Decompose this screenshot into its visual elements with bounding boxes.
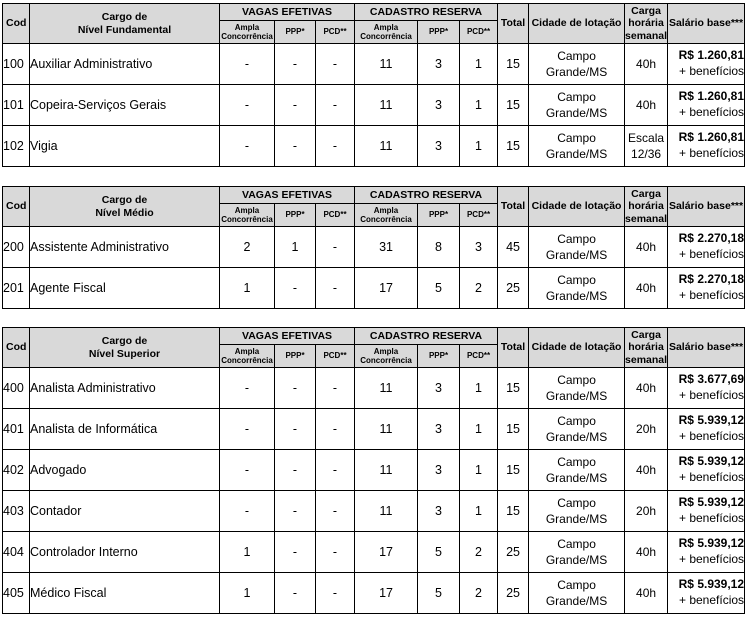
cr-ppp-header: PPP* — [418, 345, 460, 368]
cargo-cell: Advogado — [30, 450, 220, 491]
cr-ampla-cell: 31 — [355, 227, 418, 268]
cr-ampla-cell: 11 — [355, 368, 418, 409]
vacancy-table — [2, 327, 745, 614]
beneficios-label: + benefícios — [678, 593, 745, 607]
ve-ampla-cell: 1 — [220, 532, 275, 573]
carga-header: Carga horária semanal — [625, 5, 668, 42]
total-header: Total — [498, 328, 529, 368]
cr-ppp-cell: 3 — [418, 126, 460, 167]
ve-ampla-cell: - — [220, 450, 275, 491]
beneficios-label: + benefícios — [678, 470, 745, 484]
cr-ampla-cell: 11 — [355, 409, 418, 450]
cod-header: Cod — [3, 187, 30, 227]
ve-ampla-cell: - — [220, 126, 275, 167]
cargo-cell: Contador — [30, 491, 220, 532]
salario-header: Salário base*** — [668, 328, 745, 368]
carga-cell — [625, 85, 668, 126]
ve-ampla-cell: 1 — [220, 268, 275, 309]
cod-cell: 101 — [3, 85, 30, 126]
carga-cell — [625, 268, 668, 309]
cod-cell: 405 — [3, 573, 30, 614]
cidade-line1: Campo — [557, 372, 596, 387]
table-row — [3, 268, 745, 309]
vacancy-table — [2, 186, 745, 309]
cidade-line1: Campo — [557, 495, 596, 510]
cargo-cell: Vigia — [30, 126, 220, 167]
total-cell: 15 — [498, 85, 529, 126]
cidade-line2: Grande/MS — [545, 106, 608, 120]
beneficios-label: + benefícios — [678, 288, 745, 302]
salario-cell — [668, 573, 745, 614]
beneficios-label: + benefícios — [678, 146, 745, 160]
salario-value: R$ 5.939,12 — [678, 577, 745, 592]
cargo-cell: Analista de Informática — [30, 409, 220, 450]
vagas-efetivas-header: VAGAS EFETIVAS — [220, 4, 355, 21]
ve-ampla-cell: - — [220, 491, 275, 532]
cidade-line1: Campo — [557, 272, 596, 287]
ve-pcd-cell: - — [316, 85, 355, 126]
salario-header: Salário base*** — [668, 4, 745, 44]
cidade-line2: Grande/MS — [545, 248, 608, 262]
beneficios-label: + benefícios — [678, 388, 745, 402]
beneficios-label: + benefícios — [678, 64, 745, 78]
cr-ppp-cell: 3 — [418, 409, 460, 450]
cod-cell: 200 — [3, 227, 30, 268]
ve-pcd-cell: - — [316, 491, 355, 532]
carga-line1: 40h — [636, 280, 657, 295]
ve-pcd-header: PCD** — [316, 204, 355, 227]
carga-line1: 20h — [636, 421, 657, 436]
cr-ppp-header: PPP* — [418, 204, 460, 227]
cargo-cell: Controlador Interno — [30, 532, 220, 573]
cidade-cell — [529, 573, 625, 614]
ve-pcd-cell: - — [316, 573, 355, 614]
cargo-cell: Auxiliar Administrativo — [30, 44, 220, 85]
table-row — [3, 532, 745, 573]
ve-ampla-cell: - — [220, 368, 275, 409]
ve-ppp-cell: - — [275, 268, 316, 309]
table-row — [3, 491, 745, 532]
carga-line2: 12/36 — [631, 147, 662, 161]
cr-pcd-cell: 1 — [460, 44, 498, 85]
cr-pcd-cell: 1 — [460, 368, 498, 409]
ve-ppp-cell: - — [275, 44, 316, 85]
cidade-line2: Grande/MS — [545, 594, 608, 608]
cargo-header-line1: Cargo de — [101, 335, 148, 348]
ve-ppp-cell: - — [275, 126, 316, 167]
cr-ppp-cell: 5 — [418, 532, 460, 573]
cr-ampla-cell: 17 — [355, 573, 418, 614]
cr-ppp-cell: 3 — [418, 450, 460, 491]
cargo-header-line2: Nível Fundamental — [77, 23, 172, 36]
cr-pcd-header: PCD** — [460, 345, 498, 368]
cidade-cell — [529, 491, 625, 532]
cadastro-reserva-header: CADASTRO RESERVA — [355, 328, 498, 345]
cargo-cell: Assistente Administrativo — [30, 227, 220, 268]
ve-ppp-cell: - — [275, 409, 316, 450]
cargo-header — [30, 328, 220, 368]
cr-ampla-header: Ampla Concorrência — [355, 21, 418, 44]
carga-line1: 40h — [636, 544, 657, 559]
ve-pcd-cell: - — [316, 126, 355, 167]
table-row — [3, 368, 745, 409]
cr-ppp-cell: 3 — [418, 491, 460, 532]
carga-line1: 40h — [636, 239, 657, 254]
ve-ppp-header: PPP* — [275, 345, 316, 368]
salario-cell — [668, 450, 745, 491]
cidade-line1: Campo — [557, 413, 596, 428]
carga-line1: 20h — [636, 503, 657, 518]
cidade-cell — [529, 227, 625, 268]
salario-value: R$ 1.260,81 — [678, 48, 745, 63]
cargo-header-line1: Cargo de — [101, 11, 148, 24]
ve-ppp-cell: - — [275, 368, 316, 409]
beneficios-label: + benefícios — [678, 429, 745, 443]
cidade-cell — [529, 85, 625, 126]
carga-cell — [625, 409, 668, 450]
total-cell: 15 — [498, 409, 529, 450]
carga-header: Carga horária semanal — [625, 329, 668, 366]
cr-ampla-cell: 11 — [355, 491, 418, 532]
cidade-line2: Grande/MS — [545, 65, 608, 79]
total-cell: 15 — [498, 126, 529, 167]
cidade-cell — [529, 450, 625, 491]
carga-line1: 40h — [636, 462, 657, 477]
ve-ppp-cell: 1 — [275, 227, 316, 268]
cod-cell: 102 — [3, 126, 30, 167]
ve-pcd-cell: - — [316, 409, 355, 450]
cargo-cell: Médico Fiscal — [30, 573, 220, 614]
carga-line1: Escala — [628, 130, 665, 145]
cr-pcd-cell: 2 — [460, 532, 498, 573]
vagas-efetivas-header: VAGAS EFETIVAS — [220, 328, 355, 345]
cidade-line1: Campo — [557, 536, 596, 551]
total-cell: 25 — [498, 268, 529, 309]
cargo-cell: Copeira-Serviços Gerais — [30, 85, 220, 126]
carga-line1: 40h — [636, 97, 657, 112]
ve-pcd-cell: - — [316, 532, 355, 573]
cr-ppp-cell: 3 — [418, 368, 460, 409]
cod-cell: 400 — [3, 368, 30, 409]
cr-ampla-cell: 11 — [355, 450, 418, 491]
ve-ppp-cell: - — [275, 85, 316, 126]
cidade-line2: Grande/MS — [545, 289, 608, 303]
vacancy-table — [2, 3, 745, 167]
cr-ampla-header: Ampla Concorrência — [355, 345, 418, 368]
beneficios-label: + benefícios — [678, 247, 745, 261]
cidade-header: Cidade de lotação — [529, 4, 625, 44]
table-row — [3, 573, 745, 614]
salario-value: R$ 1.260,81 — [678, 130, 745, 145]
salario-value: R$ 5.939,12 — [678, 454, 745, 469]
cr-ampla-cell: 11 — [355, 126, 418, 167]
cidade-line2: Grande/MS — [545, 147, 608, 161]
cargo-header-line1: Cargo de — [101, 194, 148, 207]
cr-ppp-header: PPP* — [418, 21, 460, 44]
ve-ampla-header: Ampla Concorrência — [220, 21, 275, 44]
cidade-line1: Campo — [557, 577, 596, 592]
cargo-header — [30, 187, 220, 227]
cr-ampla-cell: 11 — [355, 85, 418, 126]
ve-ampla-header: Ampla Concorrência — [220, 345, 275, 368]
cr-pcd-header: PCD** — [460, 204, 498, 227]
carga-cell — [625, 368, 668, 409]
cr-ampla-cell: 11 — [355, 44, 418, 85]
cr-ampla-header: Ampla Concorrência — [355, 204, 418, 227]
cidade-cell — [529, 368, 625, 409]
cr-ppp-cell: 3 — [418, 44, 460, 85]
table-row — [3, 85, 745, 126]
cidade-line1: Campo — [557, 89, 596, 104]
ve-pcd-header: PCD** — [316, 21, 355, 44]
ve-pcd-cell: - — [316, 227, 355, 268]
cidade-line1: Campo — [557, 130, 596, 145]
salario-cell — [668, 409, 745, 450]
table-row — [3, 227, 745, 268]
cr-ampla-cell: 17 — [355, 268, 418, 309]
cod-cell: 402 — [3, 450, 30, 491]
cr-ppp-cell: 3 — [418, 85, 460, 126]
salario-value: R$ 1.260,81 — [678, 89, 745, 104]
carga-line1: 40h — [636, 56, 657, 71]
cr-pcd-cell: 1 — [460, 409, 498, 450]
beneficios-label: + benefícios — [678, 511, 745, 525]
table-row — [3, 44, 745, 85]
salario-header: Salário base*** — [668, 187, 745, 227]
cidade-cell — [529, 409, 625, 450]
cidade-line2: Grande/MS — [545, 430, 608, 444]
total-cell: 25 — [498, 573, 529, 614]
ve-ampla-header: Ampla Concorrência — [220, 204, 275, 227]
carga-cell — [625, 450, 668, 491]
salario-value: R$ 2.270,18 — [678, 231, 745, 246]
ve-pcd-cell: - — [316, 44, 355, 85]
cod-cell: 100 — [3, 44, 30, 85]
table-row — [3, 409, 745, 450]
salario-value: R$ 2.270,18 — [678, 272, 745, 287]
carga-line1: 40h — [636, 585, 657, 600]
ve-ampla-cell: - — [220, 44, 275, 85]
cr-pcd-cell: 2 — [460, 573, 498, 614]
ve-ampla-cell: 2 — [220, 227, 275, 268]
cr-pcd-cell: 1 — [460, 126, 498, 167]
salario-cell — [668, 126, 745, 167]
cr-pcd-cell: 1 — [460, 450, 498, 491]
cidade-line2: Grande/MS — [545, 512, 608, 526]
salario-value: R$ 5.939,12 — [678, 536, 745, 551]
cargo-header — [30, 4, 220, 44]
cidade-line2: Grande/MS — [545, 389, 608, 403]
cargo-cell: Analista Administrativo — [30, 368, 220, 409]
vagas-efetivas-header: VAGAS EFETIVAS — [220, 187, 355, 204]
cr-pcd-cell: 2 — [460, 268, 498, 309]
salario-cell — [668, 227, 745, 268]
ve-ppp-cell: - — [275, 450, 316, 491]
ve-ppp-cell: - — [275, 532, 316, 573]
cr-pcd-cell: 3 — [460, 227, 498, 268]
salario-cell — [668, 532, 745, 573]
salario-cell — [668, 368, 745, 409]
total-cell: 15 — [498, 450, 529, 491]
cod-header: Cod — [3, 4, 30, 44]
cargo-header-line2: Nível Superior — [88, 347, 161, 360]
cidade-cell — [529, 268, 625, 309]
cidade-line1: Campo — [557, 48, 596, 63]
cr-ppp-cell: 8 — [418, 227, 460, 268]
carga-cell — [625, 126, 668, 167]
salario-cell — [668, 85, 745, 126]
cr-pcd-header: PCD** — [460, 21, 498, 44]
ve-ppp-header: PPP* — [275, 204, 316, 227]
carga-line1: 40h — [636, 380, 657, 395]
cr-pcd-cell: 1 — [460, 491, 498, 532]
total-cell: 25 — [498, 532, 529, 573]
salario-cell — [668, 44, 745, 85]
total-cell: 15 — [498, 368, 529, 409]
cargo-header-line2: Nível Médio — [95, 206, 154, 219]
cidade-line1: Campo — [557, 454, 596, 469]
ve-pcd-header: PCD** — [316, 345, 355, 368]
carga-cell — [625, 573, 668, 614]
cargo-cell: Agente Fiscal — [30, 268, 220, 309]
carga-cell — [625, 227, 668, 268]
cidade-cell — [529, 532, 625, 573]
cr-ampla-cell: 17 — [355, 532, 418, 573]
ve-ampla-cell: - — [220, 409, 275, 450]
salario-value: R$ 3.677,69 — [678, 372, 745, 387]
ve-ppp-header: PPP* — [275, 21, 316, 44]
salario-cell — [668, 491, 745, 532]
table-row — [3, 126, 745, 167]
cr-pcd-cell: 1 — [460, 85, 498, 126]
cidade-line2: Grande/MS — [545, 471, 608, 485]
table-row — [3, 450, 745, 491]
cadastro-reserva-header: CADASTRO RESERVA — [355, 4, 498, 21]
cadastro-reserva-header: CADASTRO RESERVA — [355, 187, 498, 204]
carga-cell — [625, 44, 668, 85]
total-header: Total — [498, 4, 529, 44]
cod-cell: 401 — [3, 409, 30, 450]
cidade-line1: Campo — [557, 231, 596, 246]
total-header: Total — [498, 187, 529, 227]
cidade-line2: Grande/MS — [545, 553, 608, 567]
beneficios-label: + benefícios — [678, 552, 745, 566]
ve-ppp-cell: - — [275, 573, 316, 614]
cidade-header: Cidade de lotação — [529, 328, 625, 368]
cr-ppp-cell: 5 — [418, 573, 460, 614]
carga-cell — [625, 491, 668, 532]
cod-cell: 404 — [3, 532, 30, 573]
total-cell: 45 — [498, 227, 529, 268]
ve-ppp-cell: - — [275, 491, 316, 532]
cidade-cell — [529, 44, 625, 85]
total-cell: 15 — [498, 491, 529, 532]
cidade-header: Cidade de lotação — [529, 187, 625, 227]
beneficios-label: + benefícios — [678, 105, 745, 119]
cod-cell: 403 — [3, 491, 30, 532]
cr-ppp-cell: 5 — [418, 268, 460, 309]
total-cell: 15 — [498, 44, 529, 85]
ve-pcd-cell: - — [316, 450, 355, 491]
ve-ampla-cell: 1 — [220, 573, 275, 614]
salario-value: R$ 5.939,12 — [678, 495, 745, 510]
cod-header: Cod — [3, 328, 30, 368]
salario-cell — [668, 268, 745, 309]
ve-pcd-cell: - — [316, 368, 355, 409]
cidade-cell — [529, 126, 625, 167]
ve-pcd-cell: - — [316, 268, 355, 309]
carga-header: Carga horária semanal — [625, 188, 668, 225]
ve-ampla-cell: - — [220, 85, 275, 126]
salario-value: R$ 5.939,12 — [678, 413, 745, 428]
carga-cell — [625, 532, 668, 573]
cod-cell: 201 — [3, 268, 30, 309]
